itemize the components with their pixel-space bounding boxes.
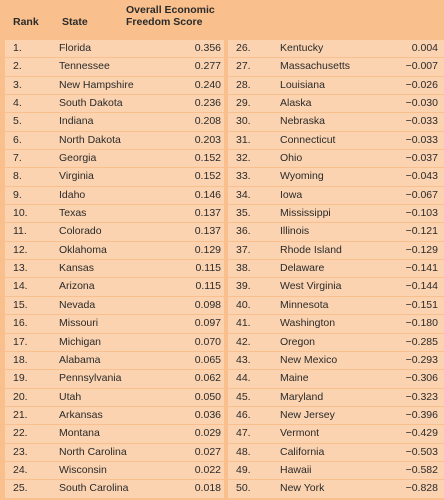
table-row	[5, 425, 224, 442]
state-cell: Louisiana	[280, 78, 325, 91]
table-row	[5, 407, 224, 424]
table-row	[228, 77, 444, 94]
rank-cell: 38.	[236, 262, 251, 275]
state-cell: Connecticut	[280, 133, 336, 146]
score-cell: −0.037	[405, 152, 438, 165]
state-cell: Oklahoma	[59, 243, 107, 256]
rankings-table	[0, 40, 444, 500]
state-cell: Vermont	[280, 427, 320, 440]
rank-cell: 41.	[236, 317, 251, 330]
table-row	[5, 352, 224, 369]
state-cell: Ohio	[280, 152, 303, 165]
rank-cell: 8.	[13, 170, 22, 183]
rank-cell: 36.	[236, 225, 251, 238]
state-cell: Montana	[59, 427, 100, 440]
rank-cell: 33.	[236, 170, 251, 183]
table-row	[5, 95, 224, 112]
rankings-column-right	[228, 40, 444, 500]
rank-cell: 21.	[13, 408, 28, 421]
state-cell: South Dakota	[59, 97, 123, 110]
score-cell: −0.026	[405, 78, 438, 91]
rank-cell: 26.	[236, 42, 251, 54]
table-row	[228, 278, 444, 295]
score-cell: −0.103	[405, 207, 438, 220]
rank-cell: 4.	[13, 97, 22, 110]
score-cell: 0.203	[194, 133, 221, 146]
score-cell: 0.070	[194, 335, 221, 348]
table-row	[228, 462, 444, 479]
table-row	[228, 95, 444, 112]
score-cell: −0.033	[405, 115, 438, 128]
rank-cell: 24.	[13, 463, 28, 476]
score-cell: 0.277	[194, 60, 221, 73]
score-cell: 0.098	[194, 298, 221, 311]
state-cell: Illinois	[280, 225, 310, 238]
score-cell: 0.137	[194, 225, 221, 238]
state-cell: Massachusetts	[280, 60, 351, 73]
score-cell: 0.152	[194, 152, 221, 165]
table-row	[228, 150, 444, 167]
state-cell: Texas	[59, 207, 87, 220]
table-row	[5, 480, 224, 497]
rank-cell: 15.	[13, 298, 28, 311]
state-cell: Mississippi	[280, 207, 331, 220]
score-cell: 0.356	[194, 42, 221, 54]
rank-cell: 30.	[236, 115, 251, 128]
state-cell: New Mexico	[280, 353, 338, 366]
score-cell: −0.129	[405, 243, 438, 256]
state-cell: West Virginia	[280, 280, 342, 293]
score-cell: 0.115	[195, 280, 221, 293]
rank-cell: 44.	[236, 372, 251, 385]
rank-cell: 50.	[236, 482, 251, 495]
rank-cell: 45.	[236, 390, 251, 403]
table-row	[5, 40, 224, 57]
table-row	[5, 58, 224, 75]
score-cell: 0.097	[194, 317, 221, 330]
state-cell: Wisconsin	[59, 463, 107, 476]
score-cell: 0.022	[194, 463, 221, 476]
score-cell: 0.129	[194, 243, 221, 256]
table-row	[228, 58, 444, 75]
score-cell: 0.029	[194, 427, 221, 440]
state-cell: California	[280, 445, 325, 458]
rank-cell: 10.	[13, 207, 28, 220]
rank-cell: 7.	[13, 152, 22, 165]
score-cell: 0.208	[194, 115, 221, 128]
table-row	[228, 40, 444, 57]
score-cell: −0.396	[405, 408, 438, 421]
rank-cell: 16.	[13, 317, 28, 330]
rank-cell: 48.	[236, 445, 251, 458]
score-cell: −0.043	[405, 170, 438, 183]
score-cell: −0.323	[405, 390, 438, 403]
rank-cell: 40.	[236, 298, 251, 311]
score-header-line2: Freedom Score	[126, 16, 203, 28]
score-cell: −0.503	[405, 445, 438, 458]
table-row	[5, 205, 224, 222]
state-cell: Delaware	[280, 262, 325, 275]
score-cell: −0.828	[405, 482, 438, 495]
table-row	[5, 334, 224, 351]
table-row	[228, 113, 444, 130]
score-column-header	[126, 4, 226, 28]
state-cell: New Hampshire	[59, 78, 134, 91]
state-cell: Arkansas	[59, 408, 103, 421]
rank-cell: 3.	[13, 78, 22, 91]
table-row	[228, 425, 444, 442]
table-row	[228, 480, 444, 497]
state-cell: Alaska	[280, 97, 312, 110]
table-row	[228, 407, 444, 424]
score-cell: −0.007	[405, 60, 438, 73]
state-cell: Maryland	[280, 390, 324, 403]
rank-cell: 14.	[13, 280, 28, 293]
table-row	[228, 315, 444, 332]
state-cell: Idaho	[59, 188, 86, 201]
rank-cell: 2.	[13, 60, 22, 73]
table-row	[5, 444, 224, 461]
score-cell: 0.018	[194, 482, 221, 495]
table-row	[5, 132, 224, 149]
table-row	[5, 223, 224, 240]
table-row	[228, 168, 444, 185]
score-cell: −0.180	[405, 317, 438, 330]
rank-cell: 47.	[236, 427, 251, 440]
state-cell: Pennsylvania	[59, 372, 122, 385]
state-cell: South Carolina	[59, 482, 129, 495]
table-row	[228, 444, 444, 461]
score-cell: −0.293	[405, 353, 438, 366]
table-row	[5, 462, 224, 479]
score-cell: 0.115	[195, 262, 221, 275]
table-row	[228, 242, 444, 259]
table-row	[5, 370, 224, 387]
table-row	[5, 168, 224, 185]
table-row	[228, 260, 444, 277]
state-cell: Kentucky	[280, 42, 324, 54]
rank-cell: 9.	[13, 188, 22, 201]
state-cell: Hawaii	[280, 463, 312, 476]
rank-cell: 11.	[13, 225, 27, 238]
state-cell: Utah	[59, 390, 82, 403]
score-cell: 0.146	[194, 188, 221, 201]
table-row	[5, 113, 224, 130]
rank-cell: 29.	[236, 97, 251, 110]
score-cell: −0.151	[405, 298, 438, 311]
table-row	[228, 132, 444, 149]
rank-cell: 27.	[236, 60, 251, 73]
rank-cell: 28.	[236, 78, 251, 91]
score-cell: 0.152	[194, 170, 221, 183]
state-cell: Oregon	[280, 335, 316, 348]
score-cell: −0.144	[405, 280, 438, 293]
rank-cell: 42.	[236, 335, 251, 348]
rank-cell: 20.	[13, 390, 28, 403]
score-cell: −0.033	[405, 133, 438, 146]
rank-cell: 31.	[236, 133, 251, 146]
rank-cell: 13.	[13, 262, 28, 275]
state-cell: Alabama	[59, 353, 101, 366]
rank-cell: 5.	[13, 115, 22, 128]
rank-cell: 25.	[13, 482, 28, 495]
score-cell: 0.050	[194, 390, 221, 403]
rank-cell: 39.	[236, 280, 251, 293]
rank-cell: 6.	[13, 133, 22, 146]
score-cell: 0.004	[411, 42, 438, 54]
state-cell: Maine	[280, 372, 309, 385]
table-row	[228, 205, 444, 222]
state-cell: Colorado	[59, 225, 102, 238]
table-row	[228, 187, 444, 204]
score-cell: 0.036	[194, 408, 221, 421]
rank-cell: 19.	[13, 372, 28, 385]
rank-cell: 35.	[236, 207, 251, 220]
state-cell: Nebraska	[280, 115, 325, 128]
table-row	[228, 370, 444, 387]
rank-cell: 32.	[236, 152, 251, 165]
rank-cell: 46.	[236, 408, 251, 421]
state-column-header: State	[62, 16, 88, 28]
table-header	[0, 0, 444, 40]
rankings-column-left	[5, 40, 224, 500]
state-cell: North Carolina	[59, 445, 127, 458]
table-row	[228, 334, 444, 351]
state-cell: North Dakota	[59, 133, 121, 146]
state-cell: Indiana	[59, 115, 94, 128]
score-cell: 0.065	[194, 353, 221, 366]
rank-cell: 34.	[236, 188, 251, 201]
state-cell: Nevada	[59, 298, 96, 311]
rank-cell: 18.	[13, 353, 28, 366]
score-cell: 0.137	[194, 207, 221, 220]
score-cell: 0.027	[194, 445, 221, 458]
score-cell: −0.067	[405, 188, 438, 201]
score-cell: −0.285	[405, 335, 438, 348]
rank-cell: 22.	[13, 427, 28, 440]
table-row	[228, 389, 444, 406]
table-row	[5, 260, 224, 277]
state-cell: Kansas	[59, 262, 95, 275]
table-row	[228, 297, 444, 314]
score-cell: −0.582	[405, 463, 438, 476]
score-cell: 0.236	[194, 97, 221, 110]
table-row	[5, 242, 224, 259]
rank-cell: 17.	[13, 335, 28, 348]
rank-cell: 12.	[13, 243, 28, 256]
state-cell: Georgia	[59, 152, 97, 165]
score-cell: −0.030	[405, 97, 438, 110]
table-row	[5, 77, 224, 94]
score-cell: 0.062	[194, 372, 221, 385]
score-cell: −0.306	[405, 372, 438, 385]
rank-cell: 49.	[236, 463, 251, 476]
table-row	[228, 223, 444, 240]
table-row	[5, 187, 224, 204]
state-cell: Tennessee	[59, 60, 110, 73]
rank-cell: 37.	[236, 243, 251, 256]
score-cell: −0.121	[405, 225, 438, 238]
table-row	[5, 389, 224, 406]
state-cell: New York	[280, 482, 325, 495]
table-row	[5, 150, 224, 167]
rank-cell: 1.	[13, 42, 22, 54]
score-header-line1: Overall Economic	[126, 4, 215, 16]
state-cell: Iowa	[280, 188, 303, 201]
score-cell: 0.240	[194, 78, 221, 91]
table-row	[5, 297, 224, 314]
state-cell: Washington	[280, 317, 336, 330]
state-cell: Virginia	[59, 170, 94, 183]
score-cell: −0.429	[405, 427, 438, 440]
rank-cell: 23.	[13, 445, 28, 458]
rank-cell: 43.	[236, 353, 251, 366]
table-row	[5, 315, 224, 332]
rank-column-header: Rank	[13, 16, 39, 28]
state-cell: Michigan	[59, 335, 102, 348]
state-cell: New Jersey	[280, 408, 335, 421]
state-cell: Rhode Island	[280, 243, 342, 256]
table-row	[5, 278, 224, 295]
state-cell: Florida	[59, 42, 92, 54]
state-cell: Missouri	[59, 317, 99, 330]
state-cell: Arizona	[59, 280, 95, 293]
score-cell: −0.141	[405, 262, 438, 275]
table-row	[228, 352, 444, 369]
state-cell: Wyoming	[280, 170, 324, 183]
state-cell: Minnesota	[280, 298, 329, 311]
